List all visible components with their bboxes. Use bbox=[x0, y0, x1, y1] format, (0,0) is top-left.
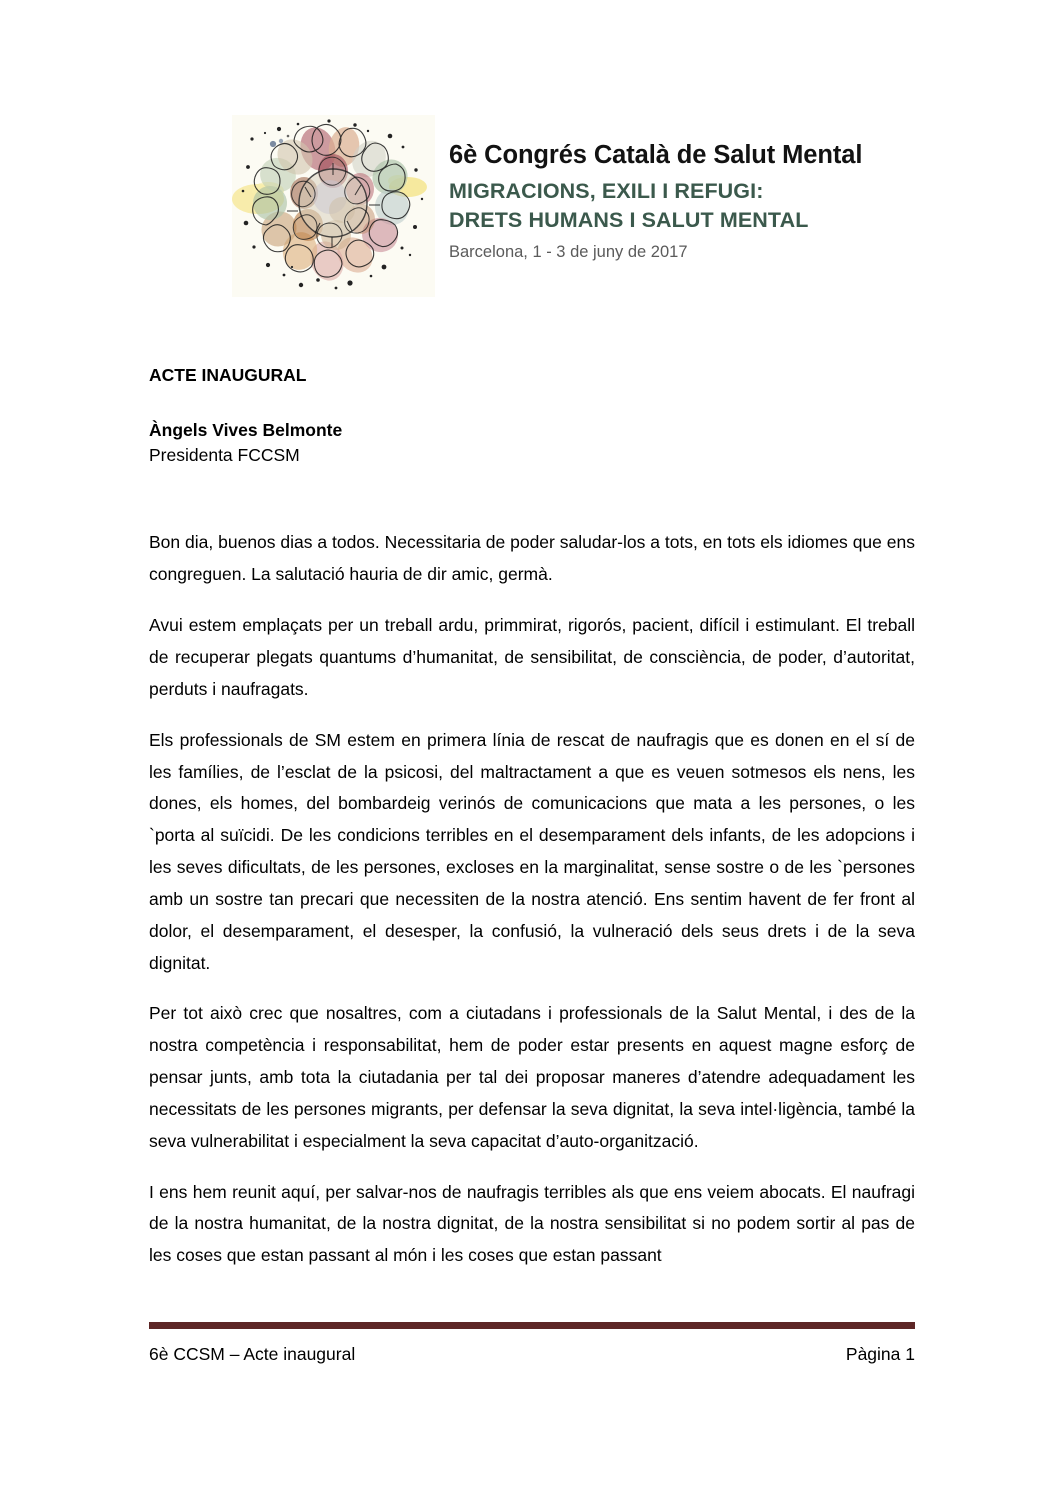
page-title: ACTE INAUGURAL bbox=[149, 365, 307, 385]
letterhead-text bbox=[449, 115, 862, 264]
congress-subtitle-line2: DRETS HUMANS I SALUT MENTAL bbox=[449, 207, 809, 232]
page-footer bbox=[149, 1322, 915, 1366]
body-paragraph: I ens hem reunit aquí, per salvar-nos de naufragis terribles als que ens veiem abocats. El naufragi de la nostra humanitat, de la nostra dignitat, de la nostra sensibilitat si no podem sortir al pas de les coses que estan passant al món i les coses que estan passant bbox=[149, 1181, 915, 1266]
body-paragraph: Per tot això crec que nosaltres, com a ciutadans i professionals de la Salut Mental, i des de la nostra competència i responsabilitat, hem de poder estar presents en aquest magne esforç de pensar junts, amb tota la ciutadania per tal dei proposar maneres d’atendre adequadament les necessitats de les persones migrants, per defensar la seva dignitat, la seva intel·ligència, també la seva vulnerabilitat i especialment la seva capacitat d’auto-organització. bbox=[149, 1003, 915, 1151]
footer-row bbox=[149, 1343, 915, 1366]
congress-watercolor-logo-icon bbox=[232, 115, 435, 297]
congress-title: 6è Congrés Català de Salut Mental bbox=[449, 141, 863, 169]
congress-date-location: Barcelona, 1 - 3 de juny de 2017 bbox=[449, 243, 688, 262]
speaker-name: Àngels Vives Belmonte bbox=[149, 419, 343, 440]
body-paragraph: Els professionals de SM estem en primera línia de rescat de naufragis que es donen en el sí de les famílies, de l’esclat de la psicosi, del maltractament a que es veuen sotmesos els nens, les dones, els homes, del bombardeig verinós de comunicacions que mata a les persones, o les `porta al suïcidi. De les condicions terribles en el desemparament dels infants, de les adopcions i les seves dificultats, de les persones, excloses en la marginalitat, sense sostre o de les `persones amb un sostre tan precari que necessiten de la nostra atenció. Ens sentim havent de fer front al dolor, el desemparament, el desesper, la confusió, la vulneració dels seus drets i de la seva dignitat. bbox=[149, 729, 915, 973]
footer-document-label: 6è CCSM – Acte inaugural bbox=[149, 1344, 356, 1364]
document-body bbox=[149, 364, 915, 1272]
footer-page-number: Pàgina 1 bbox=[845, 1344, 915, 1364]
letterhead bbox=[232, 115, 863, 305]
congress-subtitle-line1: MIGRACIONS, EXILI I REFUGI: bbox=[449, 179, 764, 204]
body-paragraph: Avui estem emplaçats per un treball ardu, primmirat, rigorós, pacient, difícil i estimulant. El treball de recuperar plegats quantums d’humanitat, de sensibilitat, de consciència, de poder, d’autoritat, perduts i naufragats. bbox=[149, 615, 915, 699]
body-paragraph: Bon dia, buenos dias a todos. Necessitaria de poder saludar-los a tots, en tots els idiomes que ens congreguen. La salutació hauria de dir amic, germà. bbox=[149, 532, 915, 585]
speaker-role: Presidenta FCCSM bbox=[149, 444, 300, 465]
footer-divider bbox=[149, 1322, 915, 1329]
